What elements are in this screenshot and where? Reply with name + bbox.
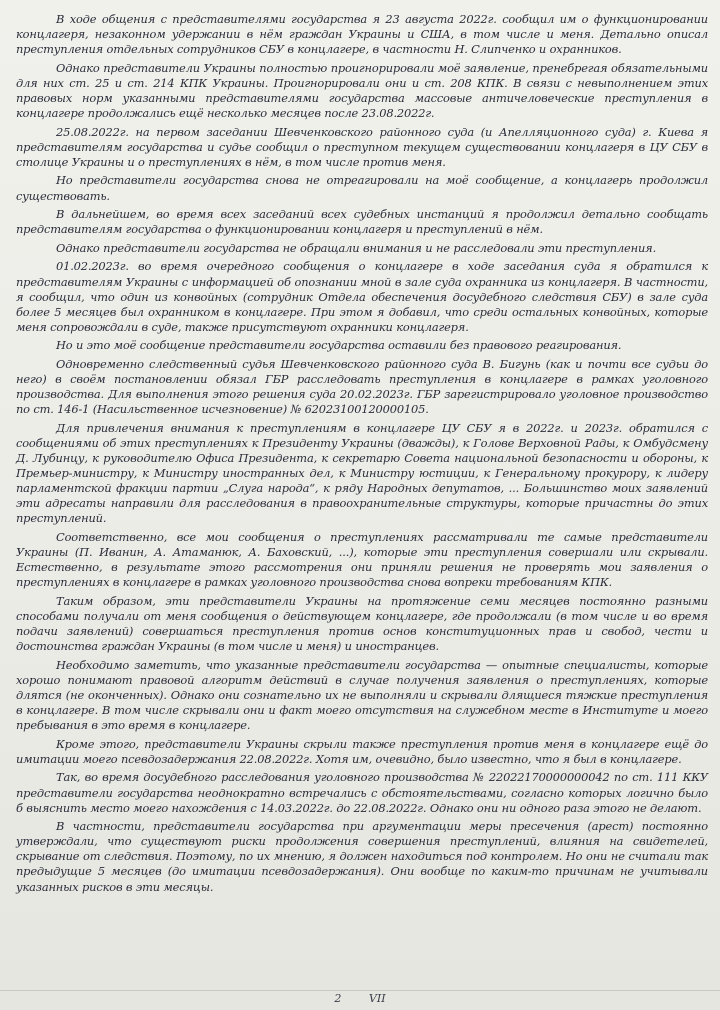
- paragraph-9: Одновременно следственный судья Шевченковского районного суда В. Бигунь (как и почти все судьи до него) в своём постановлении обязал ГБР расследовать преступления в концлагере в рамках уголовного производства. Для выполнения этого решения суда 20.02.2023г. ГБР зарегистрировало уголовное производство по ст. 146-1 (Насильственное исчезновение) № 62023100120000105.: [16, 356, 708, 417]
- page-footer: [0, 992, 720, 1005]
- paragraph-12: Таким образом, эти представители Украины на протяжение семи месяцев постоянно разными способами получали от меня сообщения о действующем концлагере, где продолжали (в том числе и во время подачи заявлений) совершаться преступления против основ конституционных прав и свобод, чести и достоинства граждан Украины (в том числе и меня) и иностранцев.: [16, 593, 708, 654]
- paragraph-13: Необходимо заметить, что указанные представители государства — опытные специалисты, которые хорошо понимают правовой алгоритм действий в случае получения заявления о преступлениях, которые длятся (не оконченных). Однако они сознательно их не выполняли и скрывали длящиеся тяжкие преступления в концлагере. В том числе скрывали они и факт моего отсутствия на служебном месте в Институте и моего пребывания в это время в концлагере.: [16, 657, 708, 733]
- paragraph-10: Для привлечения внимания к преступлениям в концлагере ЦУ СБУ я в 2022г. и 2023г. обратился с сообщениями об этих преступлениях к Президенту Украины (дважды), к Голове Верховной Рады, к Омбудсмену Д. Лубинцу, к руководителю Офиса Президента, к секретарю Совета национальной безопасности и обороны, к Премьер-министру, к Министру иностранных дел, к Министру юстиции, к Генеральному прокурору, к лидеру парламентской фракции партии „Слуга народа“, к ряду Народных депутатов, ... Большинство моих заявлений эти адресаты направили для расследования в правоохранительные структуры, которые причастны до этих преступлений.: [16, 420, 708, 526]
- paragraph-1: В ходе общения с представителями государства я 23 августа 2022г. сообщил им о функционировании концлагеря, незаконном удержании в нём граждан Украины и США, в том числе и меня. Детально описал преступления отдельных сотрудников СБУ в концлагере, в частности Н. Слипченко и охранников.: [16, 12, 708, 57]
- paragraph-8: Но и это моё сообщение представители государства оставили без правового реагирования.: [56, 338, 622, 353]
- page-number: 2: [334, 992, 342, 1005]
- paragraph-11: Соответственно, все мои сообщения о преступлениях рассматривали те самые представители Украины (П. Иванин, А. Атаманюк, А. Баховский, ...), которые эти преступления совершали или скрывали. Естественно, в результате этого рассмотрения они приняли решения не проверять мои заявления о преступлениях в концлагере в рамках уголовного производства снова вопреки требованиям КПК.: [16, 530, 708, 590]
- paragraph-4: Но представители государства снова не отреагировали на моё сообщение, а концлагерь продолжил существовать.: [16, 173, 708, 203]
- paragraph-7: 01.02.2023г. во время очередного сообщения о концлагере в ходе заседания суда я обратился к представителям Украины с информацией об опознании мной в зале суда охранника из концлагеря. В частности, я сообщил, что один из конвойных (сотрудник Отдела обеспечения досудебного следствия СБУ) в зале суда более 5 месяцев был охранником в концлагере. При этом я добавил, что среди остальных конвойных, которые меня сопровождали в суде, также присутствуют охранники концлагеря.: [16, 259, 708, 334]
- roman-mark: VII: [368, 992, 386, 1005]
- paragraph-6: Однако представители государства не обращали внимания и не расследовали эти преступления.: [56, 240, 657, 255]
- paragraph-16: В частности, представители государства при аргументации меры пресечения (арест) постоянно утверждали, что существуют риски продолжения совершения преступлений, влияния на свидетелей, скрывание от следствия. Поэтому, по их мнению, я должен находиться под контролем. Но они не считали так предыдущие 5 месяцев (до имитации псевдозадержания). Они вообще по каким-то причинам не учитывали указанных рисков в эти месяцы.: [16, 819, 708, 894]
- page-body: [16, 12, 708, 898]
- paragraph-3: 25.08.2022г. на первом заседании Шевченковского районного суда (и Апелляционного суда) г. Киева я представителям государства и судье сообщил о преступном текущем существовании концлагеря в ЦУ СБУ в столице Украины и о преступлениях в нём, в том числе против меня.: [16, 124, 708, 169]
- paragraph-2: Однако представители Украины полностью проигнорировали моё заявление, пренебрегая обязательными для них ст. 25 и ст. 214 КПК Украины. Проигнорировали они и ст. 208 КПК. В связи с невыполнением этих правовых норм указанными представителями государства массовые античеловеческие преступления в концлагере продолжались ещё несколько месяцев после 23.08.2022г.: [16, 60, 708, 121]
- paragraph-14: Кроме этого, представители Украины скрыли также преступления против меня в концлагере ещё до имитации моего псевдозадержания 22.08.2022г. Хотя им, очевидно, было известно, что я был в концлагере.: [16, 736, 708, 766]
- paragraph-15: Так, во время досудебного расследования уголовного производства № 22022170000000042 по ст. 111 ККУ представители государства неоднократно встречались с обстоятельствами, согласно которых логично было б выяснить место моего нахождения с 14.03.2022г. до 22.08.2022г. Однако они ни одного раза этого не делают.: [16, 770, 708, 815]
- paragraph-5: В дальнейшем, во время всех заседаний всех судебных инстанций я продолжил детально сообщать представителям государства о функционировании концлагеря и преступлений в нём.: [16, 207, 708, 237]
- page-fold-line: [0, 990, 720, 991]
